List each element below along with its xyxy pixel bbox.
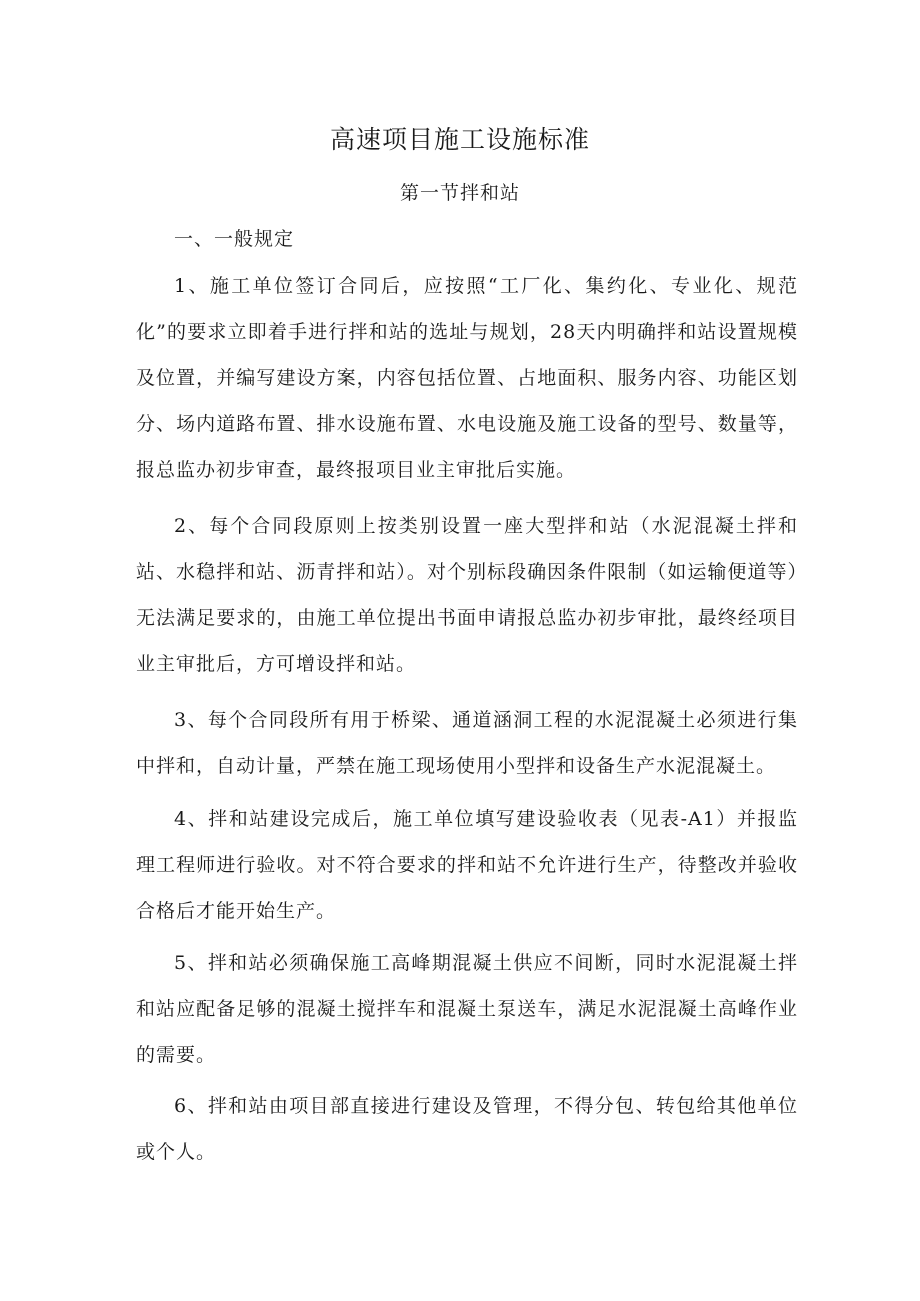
paragraph-1: 1、施工单位签订合同后，应按照“工厂化、集约化、专业化、规范化”的要求立即着手进行拌和站的选址与规划，28天内明确拌和站设置规模及位置，并编写建设方案，内容包括位置、占地面积、服务内容、功能区划分、场内道路布置、排水设施布置、水电设施及施工设备的型号、数量等，报总监办初步审查，最终报项目业主审批后实施。 (136, 275, 798, 481)
paragraph-3: 3、每个合同段所有用于桥梁、通道涵洞工程的水泥混凝土必须进行集中拌和，自动计量，严禁在施工现场使用小型拌和设备生产水泥混凝土。 (136, 709, 798, 777)
paragraph-4: 4、拌和站建设完成后，施工单位填写建设验收表（见表-A1）并报监理工程师进行验收。对不符合要求的拌和站不允许进行生产，待整改并验收合格后才能开始生产。 (136, 808, 798, 922)
paragraph-2: 2、每个合同段原则上按类别设置一座大型拌和站（水泥混凝土拌和站、水稳拌和站、沥青拌和站）。对个别标段确因条件限制（如运输便道等）无法满足要求的，由施工单位提出书面申请报总监办初步审批，最终经项目业主审批后，方可增设拌和站。 (136, 515, 798, 675)
section-title: 第一节拌和站 (399, 182, 520, 204)
paragraph-6: 6、拌和站由项目部直接进行建设及管理，不得分包、转包给其他单位或个人。 (136, 1095, 798, 1163)
subsection-heading: 一、一般规定 (174, 228, 295, 250)
paragraph-5: 5、拌和站必须确保施工高峰期混凝土供应不间断，同时水泥混凝土拌和站应配备足够的混凝土搅拌车和混凝土泵送车，满足水泥混凝土高峰作业的需要。 (136, 952, 798, 1066)
document-title: 高速项目施工设施标准 (329, 125, 590, 154)
